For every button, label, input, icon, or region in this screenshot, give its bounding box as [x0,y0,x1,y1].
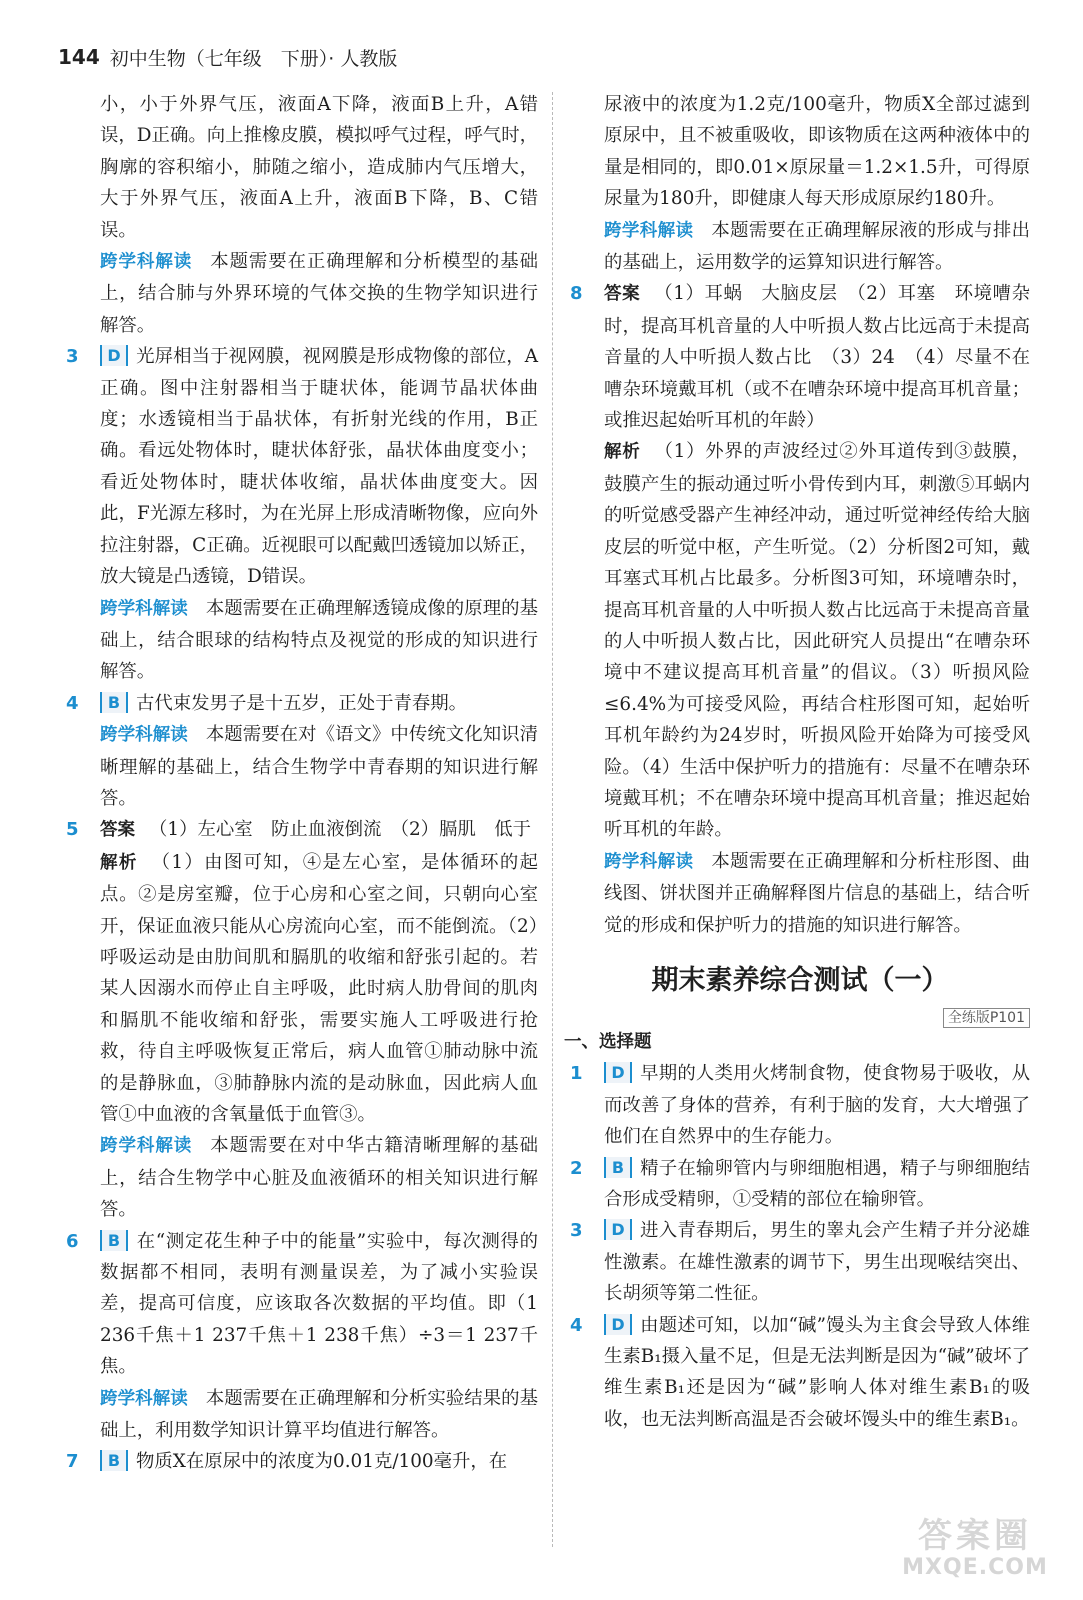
answer-line: 答案 （1）耳蜗 大脑皮层 （2）耳塞 环境嘈杂时，提高耳机音量的人中听损人数占比远高于未提高音量的人中听损人数占比 （3）24 （4）尽量不在嘈杂环境戴耳机（或不在嘈杂环境中提高耳机音量；或推迟起始听耳机的年龄） [604,283,1031,432]
section-subheading: 一、选择题 [564,1031,652,1052]
analysis-paragraph: 解析 （1）由图可知，④是左心室，是体循环的起点。②是房室瓣，位于心房和心室之间，只朝向心室开，保证血液只能从心房流向心室，而不能倒流。（2）呼吸运动是由肋间肌和膈肌的收缩和舒张引起的。若某人因溺水而停止自主呼吸，此时病人肋骨间的肌肉和膈肌不能收缩和舒张，需要实施人工呼吸进行抢救，待自主呼吸恢复正常后，病人血管①肺动脉中流的是静脉血，③肺静脉内流的是动脉血，因此病人血管①中血液的含氧量低于血管③。 [100,851,538,1125]
question-number: 7 [66,1451,79,1473]
right-column [564,89,1031,1435]
answer-badge: D [604,1219,632,1240]
question-number: 4 [66,692,79,714]
answer-text: B 物质X在原尿中的浓度为0.01克/100毫升，在 [100,1446,538,1477]
interdisciplinary-label: 跨学科解读 [100,1388,188,1409]
question-8 [570,278,1030,941]
choice-question-4 [570,1310,1030,1436]
interdisciplinary-note: 跨学科解读 本题需要在正确理解尿液的形成与排出的基础上，运用数学的运算知识进行解答。 [604,219,1030,274]
interdisciplinary-note: 跨学科解读 本题需要在正确理解和分析实验结果的基础上，利用数学知识计算平均值进行解答。 [100,1387,538,1442]
question-5 [66,814,538,1225]
question-number: 6 [66,1230,79,1252]
answer-text: B 精子在输卵管内与卵细胞相遇，精子与卵细胞结合形成受精卵，①受精的部位在输卵管。 [604,1157,1030,1210]
answer-badge: B [100,1230,128,1251]
interdisciplinary-label: 跨学科解读 [100,725,188,746]
question-2-continuation [66,89,538,341]
interdisciplinary-note: 跨学科解读 本题需要在对《语文》中传统文化知识清晰理解的基础上，结合生物学中青春期的知识进行解答。 [100,724,538,809]
watermark-top: 答案圈 [918,1516,1032,1556]
question-number: 5 [66,819,79,841]
watermark-logo [891,1516,1059,1584]
answer-text: B 古代束发男子是十五岁，正处于青春期。 [100,688,538,719]
page-header [58,40,397,74]
column-divider [552,92,553,1547]
analysis-label: 解析 [604,442,641,463]
question-number: 4 [570,1314,583,1336]
interdisciplinary-note: 跨学科解读 本题需要在正确理解和分析柱形图、曲线图、饼状图并正确解释图片信息的基础上，结合听觉的形成和保护听力的措施的知识进行解答。 [604,850,1030,936]
answer-badge: D [604,1062,632,1083]
question-6 [66,1226,538,1447]
answer-line: 答案 （1）左心室 防止血液倒流 （2）膈肌 低于 [100,819,532,841]
question-3 [66,341,538,687]
answer-text: B 在“测定花生种子中的能量”实验中，每次测得的数据都不相同，表明有测量误差，为了减小实验误差，提高可信度，应该取各次数据的平均值。即（1 236千焦＋1 237千焦＋1 238千焦）÷3＝1 237千焦。 [100,1230,538,1378]
interdisciplinary-label: 跨学科解读 [604,220,694,241]
question-4 [66,688,538,815]
answer-text: D 进入青春期后，男生的睾丸会产生精子并分泌雄性激素。在雄性激素的调节下，男生出现喉结突出、长胡须等第二性征。 [604,1220,1030,1305]
answer-text: 小，小于外界气压，液面A下降，液面B上升，A错误，D正确。向上推橡皮膜，模拟呼气过程，呼气时，胸廓的容积缩小，肺随之缩小，造成肺内气压增大，大于外界气压，液面A上升，液面B下降，B、C错误。 [100,94,538,241]
book-title: 初中生物（七年级 下册）· 人教版 [109,47,398,70]
question-7 [66,1446,538,1477]
page-number: 144 [58,45,100,69]
interdisciplinary-label: 跨学科解读 [100,252,193,273]
interdisciplinary-note: 跨学科解读 本题需要在对中华古籍清晰理解的基础上，结合生物学中心脏及血液循环的相关知识进行解答。 [100,1135,538,1221]
analysis-label: 解析 [100,852,138,873]
watermark-bottom: MXQE.COM [902,1555,1048,1580]
interdisciplinary-label: 跨学科解读 [100,598,188,619]
answer-label: 答案 [604,284,641,305]
question-number: 3 [570,1220,583,1242]
answer-badge: B [100,692,128,713]
section-title: 期末素养综合测试（一） [651,964,949,996]
question-number: 1 [570,1063,583,1085]
interdisciplinary-note: 跨学科解读 本题需要在正确理解和分析模型的基础上，结合肺与外界环境的气体交换的生物学知识进行解答。 [100,251,538,336]
answer-badge: D [100,345,128,366]
question-number: 3 [66,346,79,368]
interdisciplinary-note: 跨学科解读 本题需要在正确理解透镜成像的原理的基础上，结合眼球的结构特点及视觉的形成的知识进行解答。 [100,597,538,683]
interdisciplinary-label: 跨学科解读 [604,851,694,872]
answer-badge: D [604,1314,632,1335]
question-number: 8 [570,283,583,305]
left-column [66,89,538,1478]
answer-text: 尿液中的浓度为1.2克/100毫升，物质X全部过滤到原尿中，且不被重吸收，即该物质在这两种液体中的量是相同的，即0.01×原尿量＝1.2×1.5升，可得原尿量为180升，即健康人每天形成原尿约180升。 [604,94,1030,210]
answer-text: D 光屏相当于视网膜，视网膜是形成物像的部位，A正确。图中注射器相当于睫状体，能调节晶状体曲度；水透镜相当于晶状体，有折射光线的作用，B正确。看远处物体时，睫状体舒张，晶状体曲度变小；看近处物体时，睫状体收缩，晶状体曲度变大。因此，F光源左移时，为在光屏上形成清晰物像，应向外拉注射器，C正确。近视眼可以配戴凹透镜加以矫正，放大镜是凸透镜，D错误。 [100,346,538,588]
interdisciplinary-label: 跨学科解读 [100,1136,193,1157]
question-number: 2 [570,1157,583,1179]
answer-badge: B [100,1450,128,1471]
choice-question-2 [570,1153,1030,1216]
question-7-continuation [570,89,1030,278]
choice-question-3 [570,1215,1030,1309]
section-tag-row [570,1001,1030,1027]
reference-tag: 全练版P101 [943,1008,1030,1028]
analysis-paragraph: 解析 （1）外界的声波经过②外耳道传到③鼓膜，鼓膜产生的振动通过听小骨传到内耳，刺激⑤耳蜗内的听觉感受器产生神经冲动，通过听觉神经传给大脑皮层的听觉中枢，产生听觉。（2）分析图2可知，戴耳塞式耳机占比最多。分析图3可知，环境嘈杂时，提高耳机音量的人中听损人数占比远高于未提高音量的人中听损人数占比，因此研究人员提出“在嘈杂环境中不建议提高耳机音量”的倡议。（3）听损风险≤6.4%为可接受风险，再结合柱形图可知，起始听耳机年龄约为24岁时，听损风险开始降为可接受风险。（4）生活中保护听力的措施有：尽量不在嘈杂环境戴耳机；不在嘈杂环境中提高耳机音量；推迟起始听耳机的年龄。 [604,441,1031,841]
answer-label: 答案 [100,820,135,841]
answer-text: D 由题述可知，以加“碱”馒头为主食会导致人体维生素B₁摄入量不足，但是无法判断是因为“碱”破坏了维生素B₁还是因为“碱”影响人体对维生素B₁的吸收，也无法判断高温是否会破坏馒头中的维生素B₁。 [604,1314,1030,1430]
answer-text: D 早期的人类用火烤制食物，使食物易于吸收，从而改善了身体的营养，有利于脑的发育，大大增强了他们在自然界中的生存能力。 [604,1063,1030,1148]
answer-badge: B [604,1157,632,1178]
choice-question-1 [570,1058,1030,1152]
